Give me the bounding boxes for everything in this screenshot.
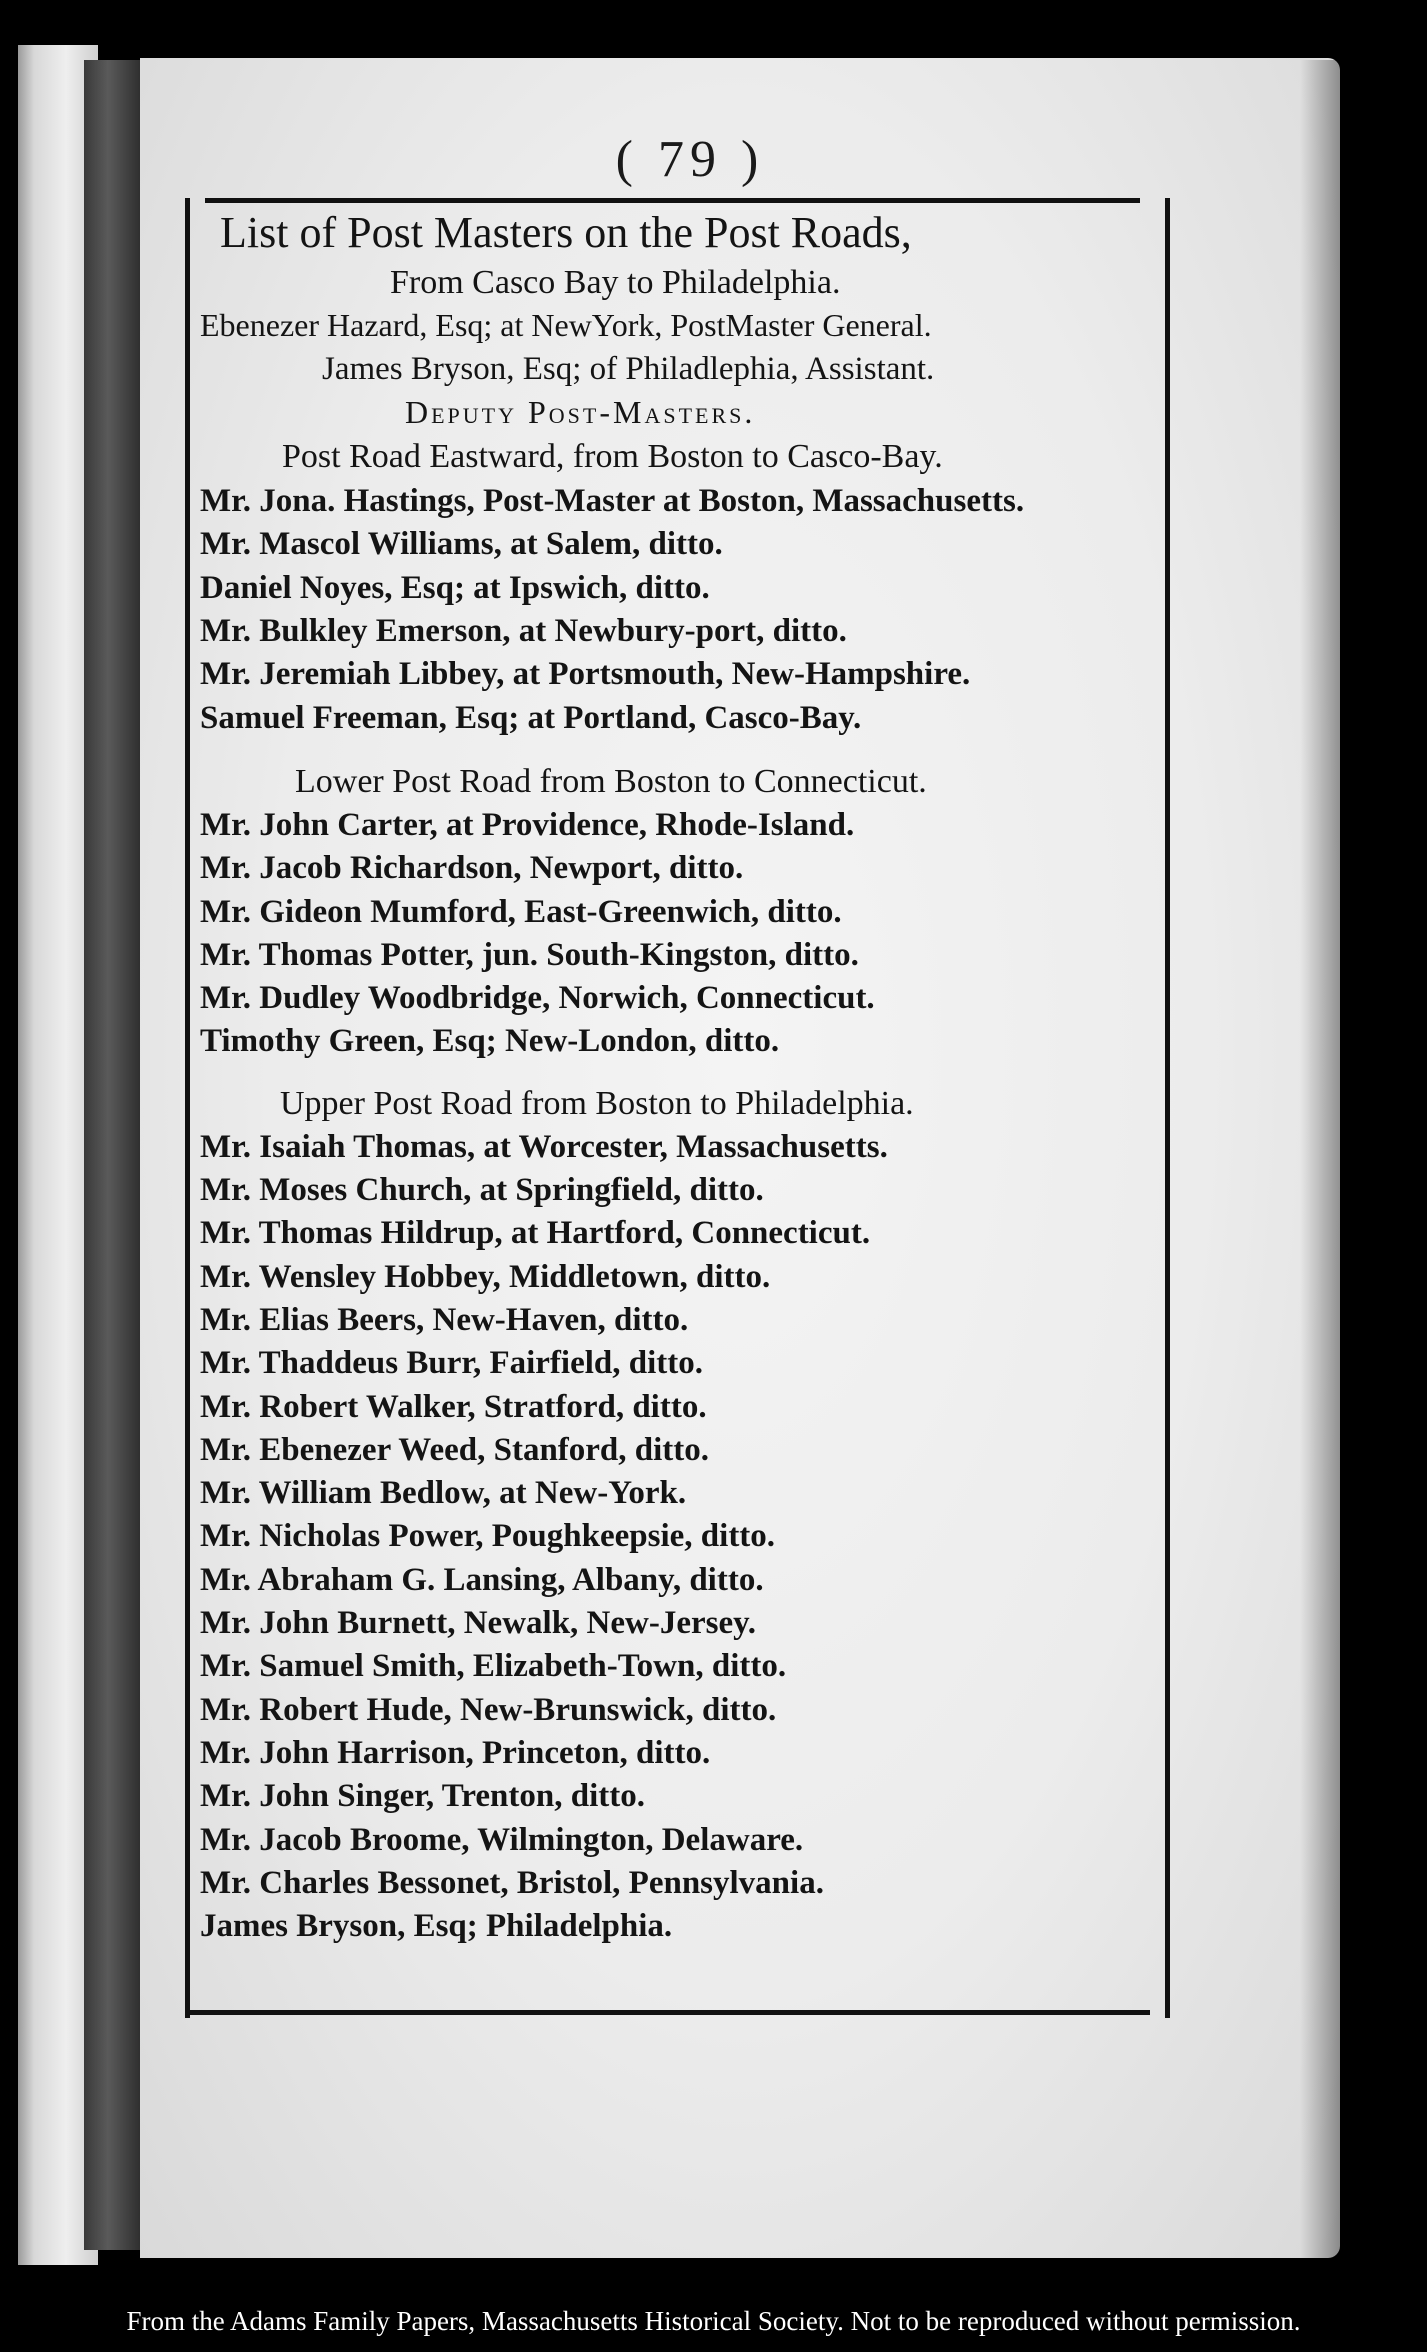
list-subtitle: From Casco Bay to Philadelphia. [390,264,841,301]
list-item: Mr. Jeremiah Libbey, at Portsmouth, New-Hampshire. [200,656,971,693]
list-item: Mr. John Burnett, Newalk, New-Jersey. [200,1605,757,1642]
postmaster-general: Ebenezer Hazard, Esq; at NewYork, PostMaster General. [200,307,932,344]
list-item: Mr. Moses Church, at Springfield, ditto. [200,1172,764,1209]
list-item: Mr. John Singer, Trenton, ditto. [200,1778,645,1815]
list-item: Mr. Jona. Hastings, Post-Master at Boston, Massachusetts. [200,483,1025,520]
road-section-upper [200,1082,1170,1949]
assistant-postmaster: James Bryson, Esq; of Philadlephia, Assistant. [322,350,935,387]
list-item: Mr. Thomas Hildrup, at Hartford, Connecticut. [200,1215,871,1252]
list-item: Mr. Thaddeus Burr, Fairfield, ditto. [200,1345,704,1382]
list-item: Mr. Bulkley Emerson, at Newbury-port, ditto. [200,613,847,650]
list-item: Mr. Jacob Broome, Wilmington, Delaware. [200,1821,804,1858]
list-item: Mr. Mascol Williams, at Salem, ditto. [200,526,723,563]
list-item: Mr. Wensley Hobbey, Middletown, ditto. [200,1258,771,1295]
bottom-rule [190,2010,1150,2015]
road-section-lower [200,760,1170,1064]
page-edge-shadow [1300,60,1360,2260]
deputy-heading: Deputy Post-Masters. [405,393,756,430]
list-item: Mr. Thomas Potter, jun. South-Kingston, ditto. [200,936,859,973]
list-item: Samuel Freeman, Esq; at Portland, Casco-Bay. [200,699,862,736]
list-item: Timothy Green, Esq; New-London, ditto. [200,1023,780,1060]
list-item: James Bryson, Esq; Philadelphia. [200,1908,673,1945]
list-item: Mr. Isaiah Thomas, at Worcester, Massachusetts. [200,1128,888,1165]
book-gutter [84,60,144,2250]
list-item: Mr. Elias Beers, New-Haven, ditto. [200,1301,689,1338]
list-item: Mr. Robert Hude, New-Brunswick, ditto. [200,1691,777,1728]
list-item: Mr. Gideon Mumford, East-Greenwich, ditto. [200,893,842,930]
road-heading: Lower Post Road from Boston to Connecticut. [295,762,927,800]
page-number: ( 79 ) [615,131,765,188]
list-item: Mr. Robert Walker, Stratford, ditto. [200,1388,707,1425]
list-item: Mr. Abraham G. Lansing, Albany, ditto. [200,1561,764,1598]
road-section-eastward [200,434,1170,740]
copyright-footer: From the Adams Family Papers, Massachusetts Historical Society. Not to be reproduced without permission. [126,2306,1301,2336]
list-item: Mr. William Bedlow, at New-York. [200,1475,687,1512]
list-item: Mr. Dudley Woodbridge, Norwich, Connecticut. [200,980,875,1017]
list-item: Mr. John Carter, at Providence, Rhode-Island. [200,806,855,843]
list-item: Mr. Charles Bessonet, Bristol, Pennsylvania. [200,1864,824,1901]
road-heading: Upper Post Road from Boston to Philadelphia. [280,1084,914,1122]
list-item: Daniel Noyes, Esq; at Ipswich, ditto. [200,569,710,606]
list-item: Mr. Samuel Smith, Elizabeth-Town, ditto. [200,1648,787,1685]
postmaster-list [200,205,1170,1948]
list-item: Mr. John Harrison, Princeton, ditto. [200,1734,711,1771]
list-title: List of Post Masters on the Post Roads, [220,208,912,257]
road-heading: Post Road Eastward, from Boston to Casco-Bay. [282,438,943,476]
list-item: Mr. Nicholas Power, Poughkeepsie, ditto. [200,1518,776,1555]
list-item: Mr. Jacob Richardson, Newport, ditto. [200,850,744,887]
list-item: Mr. Ebenezer Weed, Stanford, ditto. [200,1431,710,1468]
